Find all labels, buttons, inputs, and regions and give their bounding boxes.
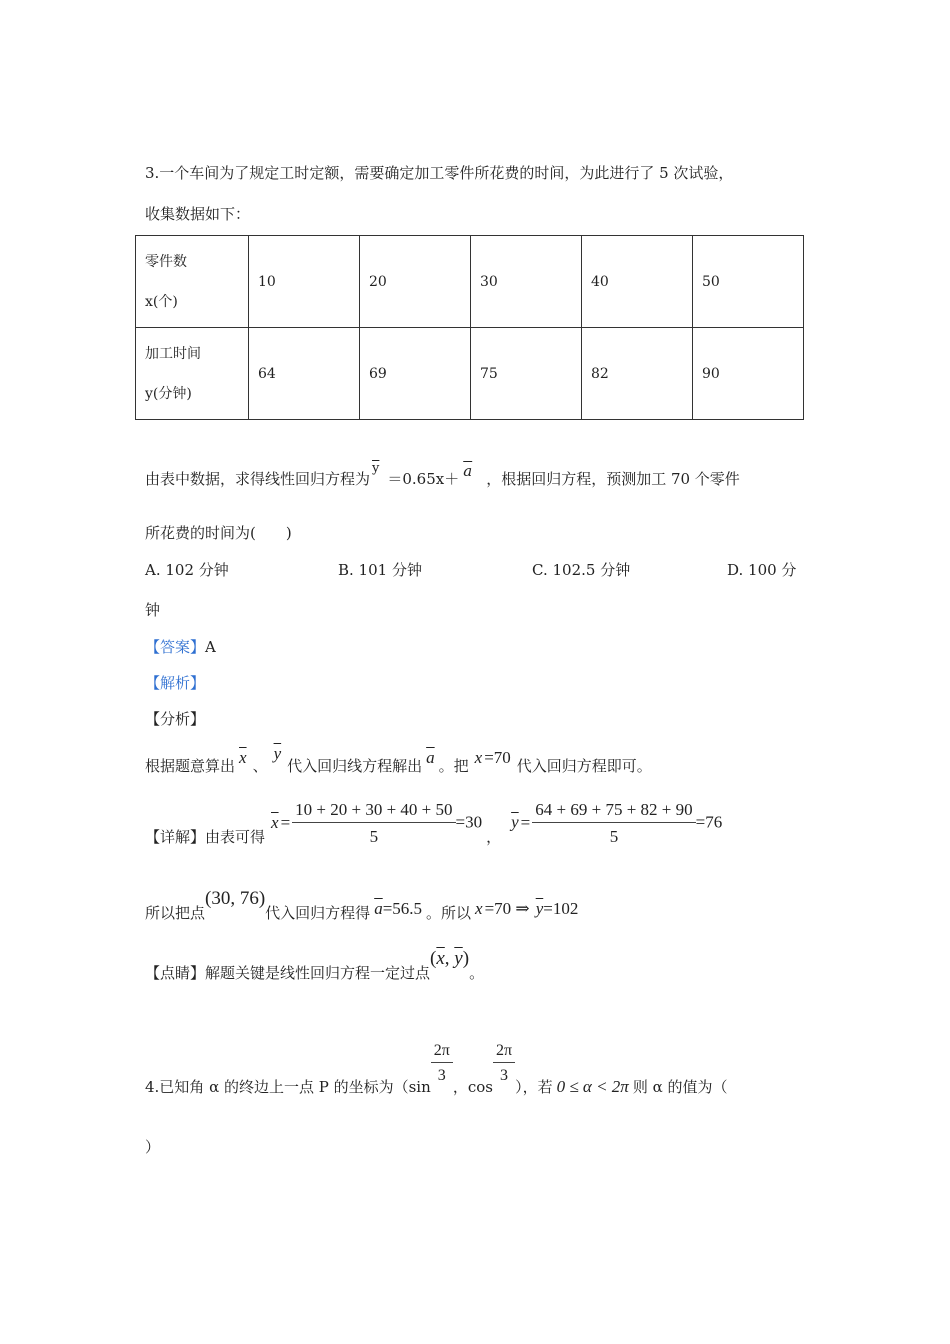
- table-row: [136, 328, 804, 420]
- row-header-time: [136, 328, 249, 420]
- table-cell: 40: [582, 236, 693, 328]
- detail-label: 【详解】由表可得: [145, 827, 266, 846]
- x-symbol: x: [474, 748, 483, 767]
- q3-stem-line1: [145, 461, 740, 489]
- a-bar-symbol: $\overline{a}$: [374, 899, 383, 918]
- y-bar-symbol: $\overline{y}$: [511, 812, 519, 832]
- x-bar-symbol: $\overline{x}$: [239, 748, 247, 767]
- row-header-parts: [136, 236, 249, 328]
- fraction-x-mean: [292, 800, 455, 847]
- detail-line: [145, 800, 722, 847]
- comma: ，: [486, 827, 502, 846]
- q4-line2: ）: [145, 1138, 161, 1156]
- fenxi-text: 。把: [438, 757, 469, 775]
- data-table: [135, 235, 804, 420]
- fenxi-separator: 、: [252, 757, 268, 775]
- row-header-label: 加工时间: [145, 345, 201, 362]
- q4-line1: [145, 1042, 728, 1096]
- dianjing-text: 解题关键是线性回归方程一定过点: [205, 964, 431, 982]
- stem-text: ，根据回归方程，预测加工 70 个零件: [486, 470, 740, 488]
- table-cell: 50: [693, 236, 804, 328]
- fraction-numerator: 10 + 20 + 30 + 40 + 50: [292, 800, 455, 823]
- fraction-denominator: 5: [609, 827, 619, 846]
- a-hat-symbol: $\overline{a}$: [463, 462, 473, 480]
- stem-text: 由表中数据，求得线性回归方程为: [145, 470, 371, 488]
- dianjing-line: [145, 948, 485, 982]
- y-bar-symbol: $\overline{y}$: [535, 899, 544, 918]
- fenxi-text: 代入回归方程即可。: [516, 757, 652, 775]
- a-value: =56.5: [382, 899, 423, 918]
- fraction-y-mean: [532, 800, 695, 847]
- y-bar-symbol: $\overline{y}$: [273, 744, 282, 763]
- fenxi-line: [145, 744, 652, 776]
- q4-text: ），若: [515, 1077, 553, 1096]
- x-value: =70: [484, 748, 511, 767]
- table-cell: 82: [582, 328, 693, 420]
- fenxi-text: 代入回归线方程解出: [287, 757, 423, 775]
- implication: =70 ⇒: [484, 899, 530, 918]
- q4-text: 4.已知角 α 的终边上一点 P 的坐标为（sin: [145, 1077, 431, 1096]
- x-bar-symbol: $\overline{x}$: [271, 812, 279, 832]
- y-bar-symbol: $\overline{y}$: [454, 948, 463, 969]
- fraction-numerator: 2π: [431, 1042, 453, 1063]
- option-d-wrap: 钟: [145, 601, 161, 619]
- equals: =: [520, 812, 531, 832]
- row-header-label: 零件数: [145, 253, 187, 270]
- a-bar-symbol: $\overline{a}$: [426, 748, 435, 767]
- option-d: D. 100 分: [727, 561, 797, 579]
- stem-equation: ＝0.65x＋: [387, 470, 460, 488]
- inequality: 0 ≤ α < 2π: [556, 1076, 629, 1096]
- answer-line: [145, 636, 216, 657]
- y-mean-result: =76: [695, 812, 723, 832]
- point-line: [145, 888, 579, 922]
- q4-text: 则 α 的值为（: [632, 1077, 728, 1096]
- q4-text: ，cos: [452, 1077, 493, 1096]
- answer-value: A: [205, 638, 216, 656]
- fenxi-text: 根据题意算出: [145, 757, 236, 775]
- point-text: 所以把点: [145, 904, 206, 922]
- dianjing-label: 【点睛】: [145, 964, 206, 982]
- point-text: 代入回归方程得: [265, 904, 371, 922]
- fraction-sin-arg: [431, 1042, 453, 1085]
- point-coordinates: (30, 76): [205, 888, 266, 909]
- y-hat-symbol: $\overline{y}$: [372, 461, 380, 476]
- analysis-label: 【解析】: [145, 674, 206, 692]
- table-cell: 69: [360, 328, 471, 420]
- x-symbol: x: [475, 899, 483, 918]
- row-header-unit: y(分钟): [145, 385, 192, 402]
- table-cell: 90: [693, 328, 804, 420]
- fraction-denominator: 3: [437, 1067, 446, 1084]
- table-cell: 75: [471, 328, 582, 420]
- dianjing-end: 。: [469, 964, 485, 982]
- table-row: [136, 236, 804, 328]
- fraction-denominator: 5: [369, 827, 379, 846]
- fraction-numerator: 2π: [493, 1042, 515, 1063]
- table-cell: 30: [471, 236, 582, 328]
- q3-intro-line1: 3.一个车间为了规定工时定额，需要确定加工零件所花费的时间，为此进行了 5 次试验，: [145, 164, 734, 182]
- table-cell: 20: [360, 236, 471, 328]
- point-text: 。所以: [426, 904, 472, 922]
- answer-label: 【答案】: [145, 638, 206, 656]
- fenxi-label: 【分析】: [145, 710, 206, 728]
- x-bar-symbol: $\overline{x}$: [436, 948, 445, 969]
- q3-stem-line2: 所花费的时间为( ): [145, 524, 292, 542]
- fraction-denominator: 3: [500, 1067, 509, 1084]
- table-cell: 10: [249, 236, 360, 328]
- x-mean-result: =30: [455, 812, 483, 832]
- table-cell: 64: [249, 328, 360, 420]
- q3-intro-line2: 收集数据如下：: [145, 205, 251, 223]
- fraction-numerator: 64 + 69 + 75 + 82 + 90: [532, 800, 695, 823]
- row-header-unit: x(个): [145, 293, 178, 310]
- dianjing-point: ($\overline{x}$, $\overline{y}$): [430, 948, 470, 969]
- fraction-cos-arg: [493, 1042, 515, 1085]
- y-value: =102: [543, 899, 579, 918]
- option-c: C. 102.5 分钟: [532, 561, 631, 579]
- equals: =: [280, 812, 291, 832]
- option-b: B. 101 分钟: [338, 561, 422, 579]
- option-a: A. 102 分钟: [145, 561, 229, 579]
